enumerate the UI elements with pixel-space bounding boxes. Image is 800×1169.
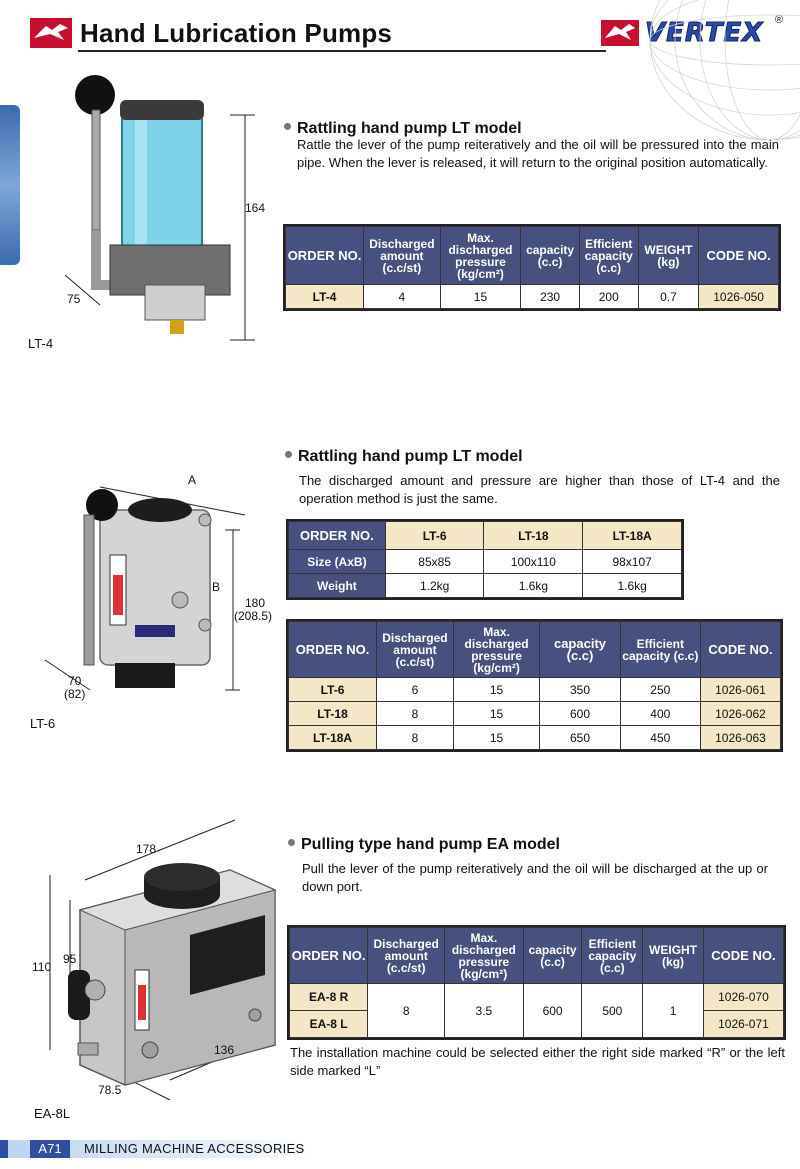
cell: 250	[620, 678, 700, 702]
cell: 650	[540, 726, 620, 750]
cell: LT-4	[286, 285, 364, 309]
lt6-col-pressure: Max. discharged pressure (kg/cm²)	[453, 622, 540, 678]
lt4-dim-width: 75	[67, 292, 81, 306]
ea8-col-efficient: Efficient capacity (c.c)	[582, 928, 643, 984]
registered-mark: ®	[775, 14, 784, 26]
ea8-col-capacity: capacity (c.c)	[523, 928, 582, 984]
lt4-label: LT-4	[28, 336, 54, 351]
cell: 600	[540, 702, 620, 726]
lt6-col-capacity: capacity (c.c)	[540, 622, 620, 678]
lt4-col-pressure: Max. discharged pressure (kg/cm²)	[440, 227, 521, 285]
cell: 1	[643, 984, 704, 1038]
lt6-description: The discharged amount and pressure are higher than those of LT-4 and the operation method is just the same.	[299, 473, 780, 506]
size-col-order: ORDER NO.	[289, 522, 386, 550]
cell: 15	[453, 702, 540, 726]
cell: 8	[368, 984, 445, 1038]
table-row	[286, 285, 779, 309]
bullet-icon	[285, 451, 292, 458]
lt6-col-discharged: Discharged amount (c.c/st)	[377, 622, 454, 678]
cell: 8	[377, 726, 454, 750]
lt6-dim-a: A	[188, 473, 197, 487]
ea8-col-code: CODE NO.	[703, 928, 783, 984]
cell: 600	[523, 984, 582, 1038]
bird-logo-icon	[30, 18, 72, 48]
table-row	[289, 678, 781, 702]
lt6-size-table	[288, 521, 682, 598]
lt6-col-order: ORDER NO.	[289, 622, 377, 678]
lt6-dim-b: B	[212, 580, 221, 594]
ea8-dim-base: 78.5	[98, 1083, 122, 1097]
cell: 1026-071	[703, 1011, 783, 1038]
ea8-col-weight: WEIGHT (kg)	[643, 928, 704, 984]
title-underline	[78, 50, 606, 52]
ea8-dim-width: 178	[136, 842, 157, 856]
cell: 1026-061	[700, 678, 780, 702]
bullet-icon	[288, 839, 295, 846]
lt4-col-order: ORDER NO.	[286, 227, 364, 285]
lt6-heading	[285, 448, 523, 466]
cell: EA-8 R	[290, 984, 368, 1011]
cell: 8	[377, 702, 454, 726]
ea8-label: EA-8L	[34, 1106, 71, 1121]
cell: Size (AxB)	[289, 550, 386, 574]
lt6-label: LT-6	[30, 716, 56, 731]
lt6-spec-table	[288, 621, 781, 750]
lt6-pump-illustration	[40, 475, 275, 705]
cell: 85x85	[385, 550, 484, 574]
cell: 200	[579, 285, 638, 309]
cell: 1.2kg	[385, 574, 484, 598]
table-row	[289, 726, 781, 750]
lt6-col-efficient: Efficient capacity (c.c)	[620, 622, 700, 678]
table-row	[289, 702, 781, 726]
cell: 15	[453, 678, 540, 702]
lt4-col-weight: WEIGHT (kg)	[638, 227, 699, 285]
size-col-lt18a: LT-18A	[583, 522, 682, 550]
lt6-col-code: CODE NO.	[700, 622, 780, 678]
cell: EA-8 L	[290, 1011, 368, 1038]
ea8-heading-text: Pulling type hand pump EA model	[301, 836, 560, 853]
cell: 400	[620, 702, 700, 726]
cell: 1026-062	[700, 702, 780, 726]
brand-name: VERTEX	[645, 18, 764, 48]
cell: LT-18A	[289, 726, 377, 750]
cell: 450	[620, 726, 700, 750]
ea8-col-order: ORDER NO.	[290, 928, 368, 984]
cell: 15	[440, 285, 521, 309]
side-tab-strip	[0, 105, 20, 265]
cell: 1026-070	[703, 984, 783, 1011]
lt4-col-efficient: Efficient capacity (c.c)	[579, 227, 638, 285]
cell: 1026-050	[699, 285, 779, 309]
table-row	[290, 984, 784, 1011]
cell: 6	[377, 678, 454, 702]
cell: 1026-063	[700, 726, 780, 750]
page-code: A71	[30, 1140, 70, 1158]
bullet-icon	[284, 123, 291, 130]
ea8-heading	[288, 836, 560, 854]
cell: 100x110	[484, 550, 583, 574]
footer-section-title: MILLING MACHINE ACCESSORIES	[84, 1141, 305, 1156]
ea8-dim-height-inner: 95	[63, 952, 77, 966]
ea8-col-pressure: Max. discharged pressure (kg/cm²)	[445, 928, 524, 984]
cell: Weight	[289, 574, 386, 598]
lt4-col-code: CODE NO.	[699, 227, 779, 285]
ea8-note: The installation machine could be selected either the right side marked “R” or the left side marked “L”	[290, 1045, 785, 1078]
lt4-heading-text: Rattling hand pump LT model	[297, 120, 522, 137]
lt4-description: Rattle the lever of the pump reiteratively and the oil will be pressured into the main pipe. When the lever is released, it will return to the original position automatically.	[297, 137, 779, 170]
cell: 1.6kg	[583, 574, 682, 598]
cell: 15	[453, 726, 540, 750]
lt4-col-capacity: capacity (c.c)	[521, 227, 580, 285]
size-col-lt6: LT-6	[385, 522, 484, 550]
cell: 500	[582, 984, 643, 1038]
ea8-pump-illustration	[40, 815, 290, 1105]
lt6-dim-height-alt: (208.5)	[234, 609, 273, 623]
lt6-heading-text: Rattling hand pump LT model	[298, 448, 523, 465]
lt6-dim-height: 180	[245, 596, 266, 610]
cell: LT-6	[289, 678, 377, 702]
decorative-globe	[620, 0, 800, 150]
ea8-dim-height: 110	[32, 960, 52, 974]
cell: 3.5	[445, 984, 524, 1038]
lt6-dim-depth: 70	[68, 674, 82, 688]
ea8-spec-table	[289, 927, 784, 1038]
cell: 350	[540, 678, 620, 702]
table-row	[289, 550, 682, 574]
size-col-lt18: LT-18	[484, 522, 583, 550]
ea8-dim-depth: 136	[214, 1043, 235, 1057]
table-row	[289, 574, 682, 598]
footer-left-bar	[0, 1140, 8, 1158]
lt4-col-discharged: Discharged amount (c.c/st)	[364, 227, 441, 285]
lt4-pump-illustration	[40, 70, 280, 350]
cell: 1.6kg	[484, 574, 583, 598]
cell: 98x107	[583, 550, 682, 574]
cell: 230	[521, 285, 580, 309]
lt4-spec-table	[285, 226, 779, 309]
lt6-dim-depth-alt: (82)	[64, 687, 86, 701]
page-title: Hand Lubrication Pumps	[80, 18, 393, 48]
ea8-description: Pull the lever of the pump reiteratively and the oil will be discharged at the up or down port.	[302, 861, 768, 894]
ea8-col-discharged: Discharged amount (c.c/st)	[368, 928, 445, 984]
cell: 4	[364, 285, 441, 309]
lt4-dim-height: 164	[245, 201, 266, 215]
cell: 0.7	[638, 285, 699, 309]
cell: LT-18	[289, 702, 377, 726]
